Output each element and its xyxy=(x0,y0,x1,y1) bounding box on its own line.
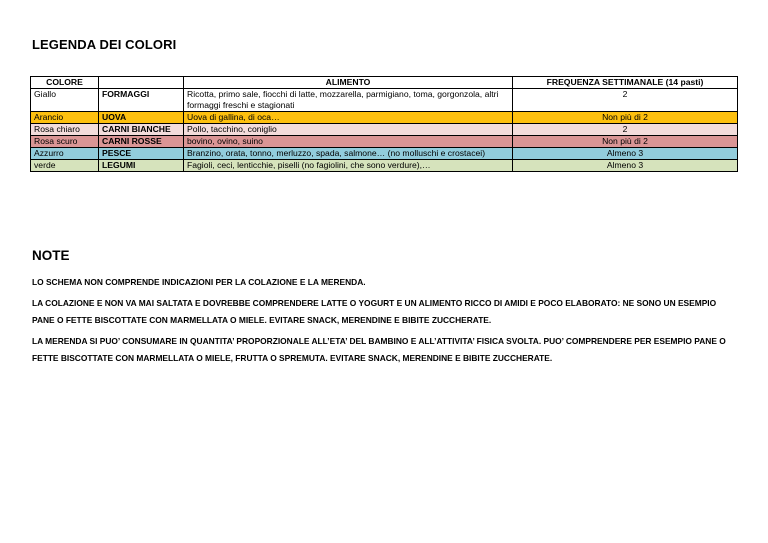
cell-colore: Azzurro xyxy=(31,148,99,160)
note-paragraph: LA COLAZIONE E NON VA MAI SALTATA E DOVREBBE COMPRENDERE LATTE O YOGURT E UN ALIMENTO RICCO DI AMIDI E POCO ELABORATO: NE SONO UN ESEMPIO PANE O FETTE BISCOTTATE CON MARMELLATA O MIELE. EVITARE SNACK, MERENDINE E BIBITE ZUCCHERATE. xyxy=(32,298,717,325)
header-frequenza: FREQUENZA SETTIMANALE (14 pasti) xyxy=(513,77,738,89)
cell-frequenza: Non più di 2 xyxy=(513,112,738,124)
cell-categoria: UOVA xyxy=(99,112,184,124)
cell-categoria: PESCE xyxy=(99,148,184,160)
cell-frequenza: 2 xyxy=(513,124,738,136)
header-alimento: ALIMENTO xyxy=(184,77,513,89)
notes-title: NOTE xyxy=(32,248,70,263)
cell-categoria: LEGUMI xyxy=(99,160,184,172)
table-row xyxy=(31,112,738,124)
cell-alimento: Branzino, orata, tonno, merluzzo, spada, salmone… (no molluschi e crostacei) xyxy=(184,148,513,160)
cell-categoria: CARNI BIANCHE xyxy=(99,124,184,136)
cell-categoria: FORMAGGI xyxy=(99,89,184,112)
table-row xyxy=(31,148,738,160)
cell-colore: Giallo xyxy=(31,89,99,112)
cell-frequenza: Almeno 3 xyxy=(513,160,738,172)
table-header-row xyxy=(31,77,738,89)
cell-colore: Arancio xyxy=(31,112,99,124)
cell-categoria: CARNI ROSSE xyxy=(99,136,184,148)
table-row xyxy=(31,124,738,136)
table-row xyxy=(31,160,738,172)
note-paragraph: LO SCHEMA NON COMPRENDE INDICAZIONI PER LA COLAZIONE E LA MERENDA. xyxy=(32,277,366,287)
page-title: LEGENDA DEI COLORI xyxy=(32,37,177,52)
cell-frequenza: Non più di 2 xyxy=(513,136,738,148)
table-row xyxy=(31,89,738,112)
cell-colore: Rosa chiaro xyxy=(31,124,99,136)
cell-alimento: Fagioli, ceci, lenticchie, piselli (no fagiolini, che sono verdure),… xyxy=(184,160,513,172)
table-row xyxy=(31,136,738,148)
cell-alimento: Ricotta, primo sale, fiocchi di latte, mozzarella, parmigiano, toma, gorgonzola, altri formaggi freschi e stagionati xyxy=(184,89,513,112)
cell-alimento: bovino, ovino, suino xyxy=(184,136,513,148)
note-paragraph: LA MERENDA SI PUO’ CONSUMARE IN QUANTITA’ PROPORZIONALE ALL’ETA’ DEL BAMBINO E ALL’ATTIVITA’ FISICA SVOLTA. PUO’ COMPRENDERE PER ESEMPIO PANE O FETTE BISCOTTATE CON MARMELLATA O MIELE, FRUTTA O SPREMUTA. EVITARE SNACK, MERENDINE E BIBITE ZUCCHERATE. xyxy=(32,336,726,363)
cell-colore: verde xyxy=(31,160,99,172)
cell-frequenza: Almeno 3 xyxy=(513,148,738,160)
cell-frequenza: 2 xyxy=(513,89,738,112)
cell-colore: Rosa scuro xyxy=(31,136,99,148)
header-categoria xyxy=(99,77,184,89)
cell-alimento: Uova di gallina, di oca… xyxy=(184,112,513,124)
header-colore: COLORE xyxy=(31,77,99,89)
color-legend-table xyxy=(30,76,738,172)
cell-alimento: Pollo, tacchino, coniglio xyxy=(184,124,513,136)
